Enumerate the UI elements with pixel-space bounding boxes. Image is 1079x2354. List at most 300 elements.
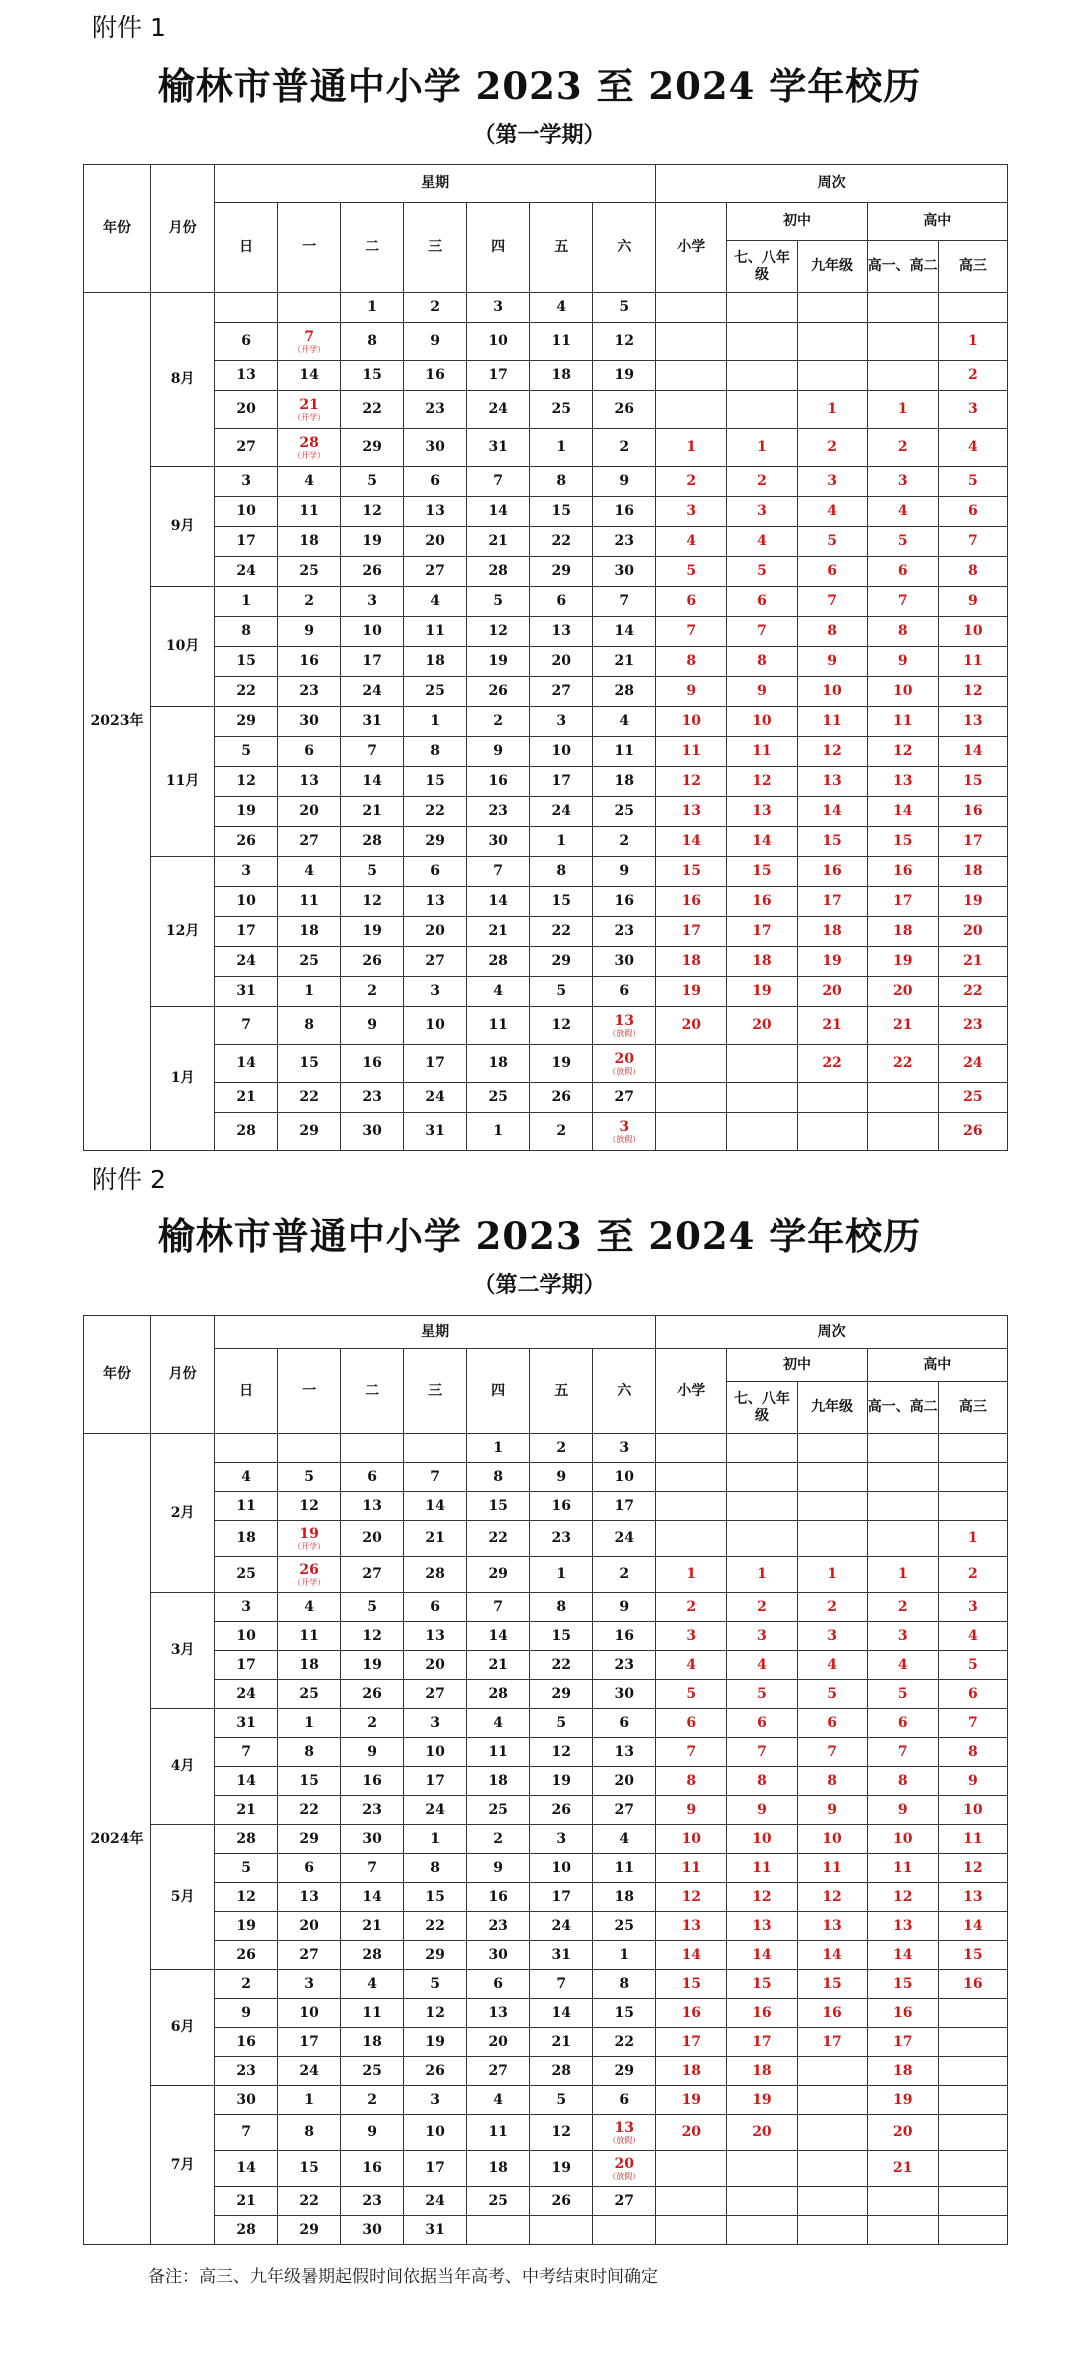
- week-cell: 21: [867, 1007, 938, 1045]
- day-cell: 16: [215, 2028, 278, 2057]
- day-cell: 1: [215, 587, 278, 617]
- day-cell: 2: [278, 587, 341, 617]
- week-cell: 15: [656, 1970, 727, 1999]
- day-cell: 25: [467, 1083, 530, 1113]
- day-cell: 17: [593, 1492, 656, 1521]
- week-cell: 6: [656, 587, 727, 617]
- week-cell: 7: [656, 617, 727, 647]
- day-cell: 29: [530, 557, 593, 587]
- day-cell: 22: [215, 677, 278, 707]
- day-cell: 5: [215, 737, 278, 767]
- day-cell: 2: [341, 1709, 404, 1738]
- day-cell: 24: [593, 1521, 656, 1557]
- day-cell: 23: [467, 1912, 530, 1941]
- grade-header: 高一、高二: [867, 1382, 938, 1434]
- week-cell: 11: [867, 707, 938, 737]
- day-cell: 27: [278, 1941, 341, 1970]
- table-row: [84, 707, 1008, 737]
- day-cell: 15: [467, 1492, 530, 1521]
- day-cell: 30: [593, 1680, 656, 1709]
- week-cell: 16: [938, 1970, 1007, 1999]
- day-cell: 6: [278, 737, 341, 767]
- day-cell: 10: [530, 1854, 593, 1883]
- calendar-1-title: 榆林市普通中小学 2023 至 2024 学年校历: [157, 64, 922, 108]
- week-cell: 19: [727, 2086, 797, 2115]
- table-row: [84, 1825, 1008, 1854]
- day-number: 28: [299, 435, 319, 452]
- day-cell: 8: [278, 1007, 341, 1045]
- table-row: [84, 1796, 1008, 1825]
- week-cell: 9: [656, 1796, 727, 1825]
- table-row: [84, 2187, 1008, 2216]
- day-cell: 21: [404, 1521, 467, 1557]
- month-cell: 1月: [151, 1007, 215, 1151]
- day-cell: 3: [467, 293, 530, 323]
- day-cell: 15: [215, 647, 278, 677]
- day-cell: 5: [215, 1854, 278, 1883]
- day-cell: 18: [278, 527, 341, 557]
- day-cell: 23: [593, 1651, 656, 1680]
- day-cell: 1: [593, 1941, 656, 1970]
- week-cell: 12: [656, 1883, 727, 1912]
- day-cell: 2: [593, 429, 656, 467]
- week-cell: 21: [867, 2151, 938, 2187]
- day-cell: 22: [404, 1912, 467, 1941]
- day-cell: 28: [341, 827, 404, 857]
- week-cell: 17: [656, 917, 727, 947]
- day-cell: 3: [215, 467, 278, 497]
- week-cell: 22: [938, 977, 1007, 1007]
- week-cell: 18: [867, 917, 938, 947]
- week-cell: 16: [656, 887, 727, 917]
- grade-header: 七、八年级: [727, 241, 797, 293]
- day-cell: 15: [278, 1045, 341, 1083]
- week-cell: 13: [656, 797, 727, 827]
- day-cell: 13: [593, 1738, 656, 1767]
- week-cell: 9: [727, 677, 797, 707]
- day-number: 3: [619, 1119, 630, 1136]
- week-cell: 13: [797, 1912, 867, 1941]
- day-cell: [341, 1434, 404, 1463]
- week-cell: 6: [727, 1709, 797, 1738]
- week-cell: 2: [656, 1593, 727, 1622]
- day-cell: 14: [467, 887, 530, 917]
- day-cell: 14: [467, 497, 530, 527]
- day-cell: 28: [404, 1557, 467, 1593]
- day-cell: 7: [215, 1007, 278, 1045]
- day-cell: 10: [593, 1463, 656, 1492]
- weekday-header: 四: [467, 1349, 530, 1434]
- week-cell: [797, 2057, 867, 2086]
- week-cell: 17: [727, 2028, 797, 2057]
- day-cell: 3: [530, 707, 593, 737]
- day-cell: 6: [467, 1970, 530, 1999]
- day-cell: 19: [341, 917, 404, 947]
- table-row: [84, 1680, 1008, 1709]
- day-cell: 24: [404, 1083, 467, 1113]
- day-cell: 31: [215, 1709, 278, 1738]
- year-cell: 2023年: [84, 293, 151, 1151]
- day-cell: 19: [215, 1912, 278, 1941]
- table-row: [84, 1593, 1008, 1622]
- day-cell: 26: [341, 557, 404, 587]
- week-cell: 10: [727, 1825, 797, 1854]
- week-cell: 9: [938, 1767, 1007, 1796]
- week-cell: 3: [867, 467, 938, 497]
- week-cell: 18: [656, 947, 727, 977]
- day-cell: 15: [404, 767, 467, 797]
- day-cell: 7: [341, 1854, 404, 1883]
- week-cell: 13: [938, 707, 1007, 737]
- day-cell: 11: [278, 887, 341, 917]
- week-cell: 1: [797, 1557, 867, 1593]
- week-cell: 10: [656, 707, 727, 737]
- week-cell: 16: [797, 1999, 867, 2028]
- day-cell: 24: [467, 391, 530, 429]
- day-cell: 24: [530, 1912, 593, 1941]
- day-cell: 19: [341, 1651, 404, 1680]
- week-cell: 17: [727, 917, 797, 947]
- week-cell: [867, 361, 938, 391]
- week-cell: [867, 1521, 938, 1557]
- day-cell: 15: [278, 2151, 341, 2187]
- day-cell: 12: [593, 323, 656, 361]
- week-cell: 4: [727, 1651, 797, 1680]
- week-cell: [727, 2151, 797, 2187]
- week-cell: 22: [797, 1045, 867, 1083]
- weekday-header: 六: [593, 1349, 656, 1434]
- table-row: [84, 467, 1008, 497]
- week-cell: 2: [727, 467, 797, 497]
- day-cell: 31: [341, 707, 404, 737]
- week-cell: 18: [938, 857, 1007, 887]
- day-cell: 10: [341, 617, 404, 647]
- weekday-group-header: 星期: [215, 1316, 656, 1349]
- day-cell: 26: [341, 947, 404, 977]
- day-cell: 1: [278, 2086, 341, 2115]
- day-cell: 18: [467, 1045, 530, 1083]
- week-cell: 10: [797, 677, 867, 707]
- day-cell: 28: [593, 677, 656, 707]
- day-cell: 16: [467, 767, 530, 797]
- day-cell: 14: [215, 2151, 278, 2187]
- day-cell: 29: [467, 1557, 530, 1593]
- day-cell: 26: [530, 1796, 593, 1825]
- day-cell: 11: [467, 1007, 530, 1045]
- day-cell: 29: [530, 1680, 593, 1709]
- day-cell: 9: [215, 1999, 278, 2028]
- month-cell: 8月: [151, 293, 215, 467]
- week-cell: [867, 1083, 938, 1113]
- day-cell: 5: [341, 1593, 404, 1622]
- table-row: [84, 1651, 1008, 1680]
- week-cell: [727, 2187, 797, 2216]
- week-cell: 7: [938, 527, 1007, 557]
- week-cell: 16: [938, 797, 1007, 827]
- day-cell: 14: [467, 1622, 530, 1651]
- week-cell: [656, 1434, 727, 1463]
- day-cell: [404, 1434, 467, 1463]
- day-cell: 28: [467, 557, 530, 587]
- day-cell: 10: [215, 1622, 278, 1651]
- week-cell: 14: [656, 827, 727, 857]
- day-cell: 17: [404, 1045, 467, 1083]
- week-cell: 12: [797, 737, 867, 767]
- day-cell: 17: [215, 527, 278, 557]
- junior-header: 初中: [727, 1349, 867, 1382]
- day-cell: 17: [215, 1651, 278, 1680]
- week-cell: [727, 323, 797, 361]
- attachment-1-label: 附件 1: [92, 13, 166, 42]
- day-cell: 4: [278, 1593, 341, 1622]
- day-cell: 22: [530, 527, 593, 557]
- week-cell: 6: [727, 587, 797, 617]
- day-cell: 10: [404, 2115, 467, 2151]
- week-cell: 13: [656, 1912, 727, 1941]
- day-cell: 27: [593, 1796, 656, 1825]
- day-cell: 6: [278, 1854, 341, 1883]
- week-cell: [867, 1492, 938, 1521]
- day-cell: 16: [341, 1767, 404, 1796]
- day-cell: 13: [404, 497, 467, 527]
- day-cell: [278, 293, 341, 323]
- day-cell: 25: [278, 1680, 341, 1709]
- week-cell: [727, 1113, 797, 1151]
- week-cell: 16: [656, 1999, 727, 2028]
- week-cell: 9: [727, 1796, 797, 1825]
- week-cell: 18: [656, 2057, 727, 2086]
- week-cell: 20: [867, 2115, 938, 2151]
- calendar-1-subtitle: （第一学期）: [473, 122, 606, 148]
- day-cell: 7: [467, 857, 530, 887]
- week-cell: 13: [797, 767, 867, 797]
- day-cell: 27: [404, 947, 467, 977]
- week-cell: 21: [797, 1007, 867, 1045]
- day-cell: 13: [404, 887, 467, 917]
- day-cell: 2: [593, 1557, 656, 1593]
- week-cell: 5: [727, 1680, 797, 1709]
- week-cell: 20: [938, 917, 1007, 947]
- day-cell: 9: [467, 1854, 530, 1883]
- day-cell: 18: [467, 1767, 530, 1796]
- week-cell: 10: [656, 1825, 727, 1854]
- day-cell: 28: [467, 1680, 530, 1709]
- week-cell: [656, 1083, 727, 1113]
- weekday-header: 日: [215, 203, 278, 293]
- day-cell: 30: [593, 557, 656, 587]
- day-cell: 26: [467, 677, 530, 707]
- weekday-header: 三: [404, 1349, 467, 1434]
- day-cell: 21: [467, 917, 530, 947]
- week-cell: 2: [797, 429, 867, 467]
- day-cell: 5: [404, 1970, 467, 1999]
- week-cell: 13: [938, 1883, 1007, 1912]
- week-cell: 10: [727, 707, 797, 737]
- week-cell: 14: [727, 827, 797, 857]
- week-cell: [938, 2187, 1007, 2216]
- week-cell: 13: [727, 797, 797, 827]
- week-cell: 12: [797, 1883, 867, 1912]
- weekday-header: 三: [404, 203, 467, 293]
- week-cell: 4: [867, 1651, 938, 1680]
- week-cell: 15: [797, 1970, 867, 1999]
- week-cell: 8: [938, 557, 1007, 587]
- day-cell: 29: [530, 947, 593, 977]
- week-cell: 10: [867, 1825, 938, 1854]
- day-cell: 14: [341, 767, 404, 797]
- week-cell: 7: [727, 1738, 797, 1767]
- week-cell: 10: [867, 677, 938, 707]
- week-cell: 22: [867, 1045, 938, 1083]
- week-cell: [656, 2151, 727, 2187]
- day-cell: 4: [593, 1825, 656, 1854]
- day-cell: 4: [467, 977, 530, 1007]
- day-cell: 23: [467, 797, 530, 827]
- week-cell: [727, 2216, 797, 2245]
- day-cell: 28: [215, 1825, 278, 1854]
- week-cell: [656, 1113, 727, 1151]
- grade-header: 高三: [938, 1382, 1007, 1434]
- week-cell: 11: [867, 1854, 938, 1883]
- week-cell: 20: [727, 2115, 797, 2151]
- week-cell: 12: [656, 767, 727, 797]
- week-cell: 6: [867, 557, 938, 587]
- weekday-header: 六: [593, 203, 656, 293]
- day-cell: 15: [404, 1883, 467, 1912]
- day-cell: 12: [530, 1007, 593, 1045]
- day-number: 20: [614, 1051, 634, 1068]
- month-cell: 11月: [151, 707, 215, 857]
- day-cell: 20: [404, 527, 467, 557]
- table-row: [84, 1492, 1008, 1521]
- week-cell: [797, 2086, 867, 2115]
- table-row: [84, 323, 1008, 361]
- week-cell: 10: [797, 1825, 867, 1854]
- day-cell: 15: [530, 497, 593, 527]
- day-cell: 26: [341, 1680, 404, 1709]
- day-cell: 20: [278, 1912, 341, 1941]
- day-cell: 31: [404, 2216, 467, 2245]
- week-cell: 15: [656, 857, 727, 887]
- table-row: [84, 737, 1008, 767]
- week-cell: 5: [938, 467, 1007, 497]
- day-cell: 10: [278, 1999, 341, 2028]
- week-cell: 25: [938, 1083, 1007, 1113]
- week-cell: 3: [867, 1622, 938, 1651]
- day-cell: [593, 1007, 656, 1045]
- week-cell: 14: [797, 797, 867, 827]
- day-cell: 16: [530, 1492, 593, 1521]
- day-cell: 11: [341, 1999, 404, 2028]
- day-cell: 12: [341, 497, 404, 527]
- week-cell: [938, 2057, 1007, 2086]
- week-cell: 5: [656, 557, 727, 587]
- day-cell: 21: [593, 647, 656, 677]
- day-cell: 11: [278, 1622, 341, 1651]
- day-cell: 23: [341, 1083, 404, 1113]
- week-cell: 6: [867, 1709, 938, 1738]
- day-cell: 27: [467, 2057, 530, 2086]
- day-cell: 29: [215, 707, 278, 737]
- week-cell: 9: [867, 647, 938, 677]
- day-cell: 19: [404, 2028, 467, 2057]
- day-cell: 26: [530, 2187, 593, 2216]
- week-cell: 1: [867, 1557, 938, 1593]
- day-cell: 16: [467, 1883, 530, 1912]
- day-cell: 29: [278, 2216, 341, 2245]
- week-cell: 19: [727, 977, 797, 1007]
- day-cell: 5: [341, 467, 404, 497]
- table-row: [84, 977, 1008, 1007]
- week-cell: 19: [656, 2086, 727, 2115]
- week-cell: 5: [867, 1680, 938, 1709]
- week-cell: [797, 361, 867, 391]
- week-cell: [797, 1083, 867, 1113]
- grade-header: 九年级: [797, 241, 867, 293]
- day-cell: 14: [215, 1767, 278, 1796]
- week-cell: 7: [797, 587, 867, 617]
- week-cell: 14: [656, 1941, 727, 1970]
- day-cell: 30: [278, 707, 341, 737]
- senior-header: 高中: [867, 203, 1007, 241]
- week-cell: 5: [938, 1651, 1007, 1680]
- day-cell: 6: [341, 1463, 404, 1492]
- day-cell: 17: [278, 2028, 341, 2057]
- day-cell: 25: [215, 1557, 278, 1593]
- day-cell: 2: [341, 2086, 404, 2115]
- week-cell: 11: [938, 647, 1007, 677]
- week-cell: [938, 1492, 1007, 1521]
- day-cell: 19: [593, 361, 656, 391]
- day-cell: 9: [530, 1463, 593, 1492]
- day-cell: 15: [341, 361, 404, 391]
- day-cell: 12: [341, 887, 404, 917]
- calendar-2-title: 榆林市普通中小学 2023 至 2024 学年校历: [157, 1214, 922, 1258]
- day-cell: [215, 1434, 278, 1463]
- week-cell: 3: [727, 497, 797, 527]
- day-note: （开学）: [293, 344, 326, 354]
- day-cell: 8: [341, 323, 404, 361]
- day-cell: 23: [404, 391, 467, 429]
- day-cell: 2: [467, 707, 530, 737]
- week-cell: [656, 391, 727, 429]
- day-cell: 10: [467, 323, 530, 361]
- day-cell: 25: [467, 2187, 530, 2216]
- month-cell: 12月: [151, 857, 215, 1007]
- week-cell: [656, 1492, 727, 1521]
- day-cell: 18: [530, 361, 593, 391]
- week-cell: 18: [867, 2057, 938, 2086]
- day-cell: 26: [593, 391, 656, 429]
- table-row: [84, 527, 1008, 557]
- day-cell: 17: [404, 1767, 467, 1796]
- day-cell: 2: [215, 1970, 278, 1999]
- day-cell: 14: [341, 1883, 404, 1912]
- day-cell: 1: [278, 1709, 341, 1738]
- day-cell: 28: [215, 1113, 278, 1151]
- day-cell: [215, 293, 278, 323]
- week-cell: 2: [797, 1593, 867, 1622]
- weekday-header: 五: [530, 203, 593, 293]
- day-cell: 17: [404, 2151, 467, 2187]
- day-cell: 9: [278, 617, 341, 647]
- week-cell: 17: [797, 887, 867, 917]
- day-number: 19: [299, 1526, 319, 1543]
- week-cell: 17: [938, 827, 1007, 857]
- week-cell: 4: [656, 1651, 727, 1680]
- week-cell: [656, 2216, 727, 2245]
- week-cell: 13: [727, 1912, 797, 1941]
